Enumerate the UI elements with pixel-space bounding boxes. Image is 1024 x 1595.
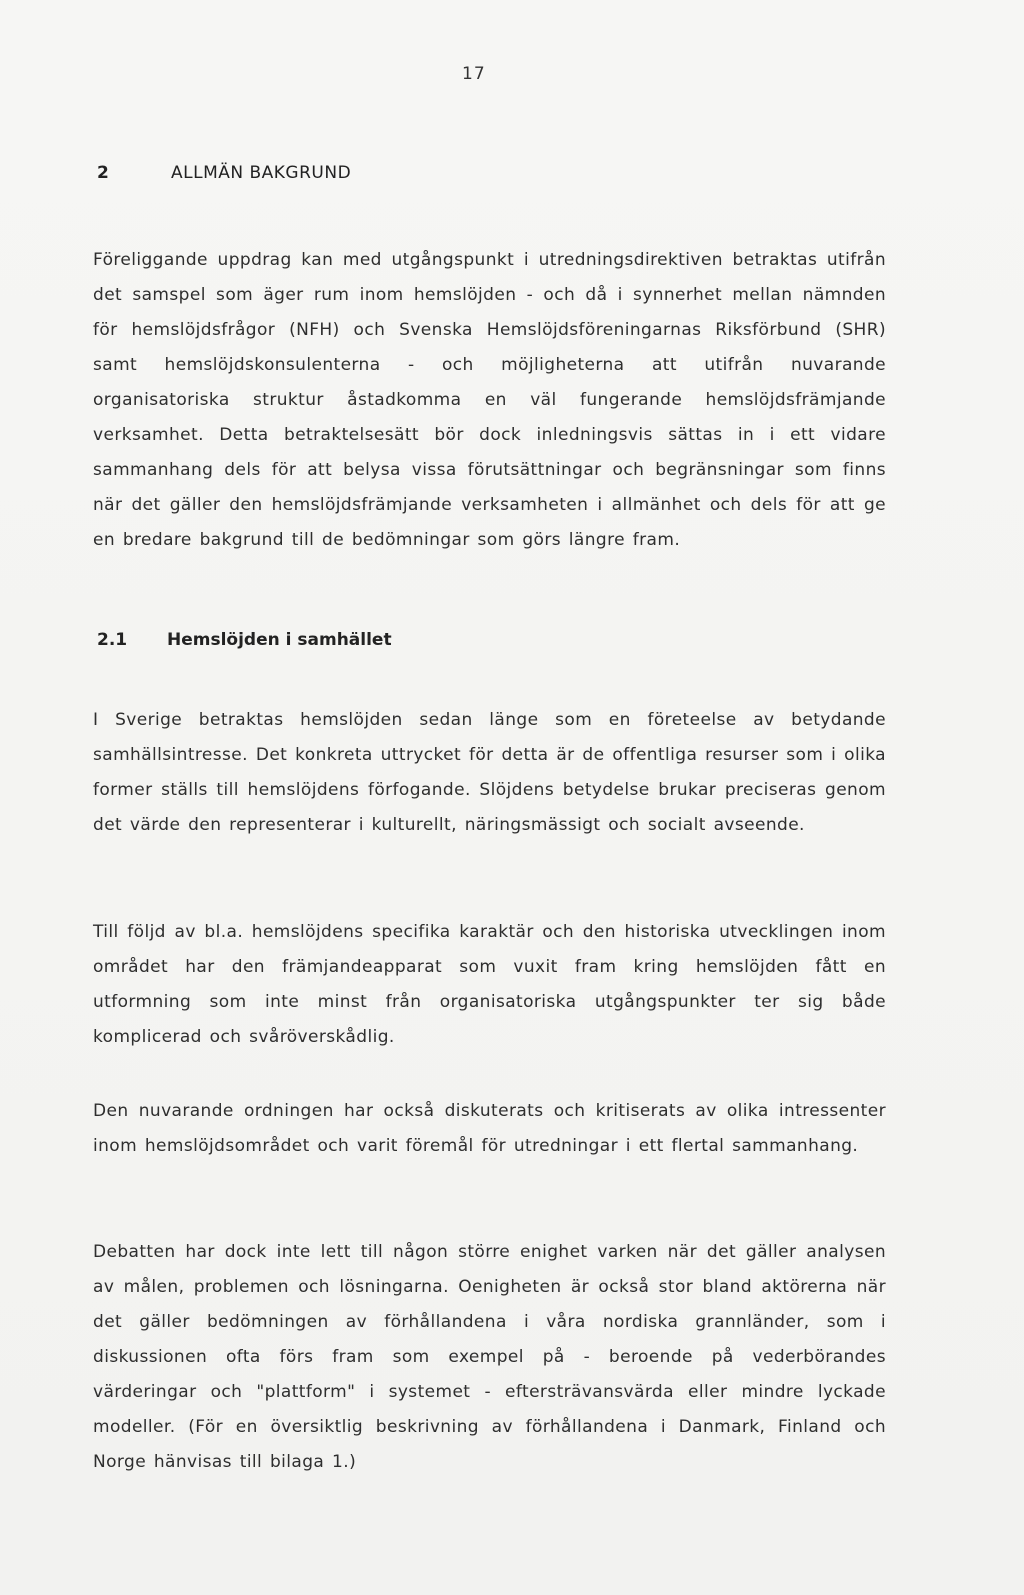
intro-paragraph: Föreliggande uppdrag kan med utgångspunkt i utredningsdirektiven betraktas utifrån det samspel som äger rum inom hemslöjden - och då i synnerhet mellan nämnden för hemslöjdsfrågor (NFH) och Svenska Hemslöjdsföreningarnas Riksförbund (SHR) samt hemslöjdskonsulenterna - och möjligheterna att utifrån nuvarande organisatoriska struktur åstadkomma en väl fungerande hemslöjdsfrämjande verksamhet. Detta betraktelsesätt bör dock inledningsvis sättas in i ett vidare sammanhang dels för att belysa vissa förutsättningar och begränsningar som finns när det gäller den hemslöjdsfrämjande verksamheten i allmänhet och dels för att ge en bredare bakgrund till de bedömningar som görs längre fram. xyxy=(93,250,886,550)
section-title: Hemslöjden i samhället xyxy=(167,630,392,650)
chapter-title: ALLMÄN BAKGRUND xyxy=(171,163,352,183)
body-paragraph-2: Till följd av bl.a. hemslöjdens specifika karaktär och den historiska utvecklingen inom området har den främjandeapparat som vuxit fram kring hemslöjden fått en utformning som inte minst från organisatoriska utgångspunkter ter sig både komplicerad och svåröverskådlig. xyxy=(93,922,886,1047)
section-heading xyxy=(97,630,392,650)
body-paragraph-4: Debatten har dock inte lett till någon större enighet varken när det gäller analysen av målen, problemen och lösningarna. Oenigheten är också stor bland aktörerna när det gäller bedömningen av förhållandena i våra nordiska grannländer, som i diskussionen ofta förs fram som exempel på - beroende på vederbörandes värderingar och "plattform" i systemet - eftersträvansvärda eller mindre lyckade modeller. (För en översiktlig beskrivning av förhållandena i Danmark, Finland och Norge hänvisas till bilaga 1.) xyxy=(93,1242,886,1472)
chapter-number: 2 xyxy=(97,163,109,183)
body-paragraph-3: Den nuvarande ordningen har också diskuterats och kritiserats av olika intressenter inom hemslöjdsområdet och varit föremål för utredningar i ett flertal sammanhang. xyxy=(93,1101,886,1156)
section-number: 2.1 xyxy=(97,630,128,650)
chapter-heading xyxy=(97,163,351,183)
page-number: 17 xyxy=(462,64,486,84)
body-paragraph-1: I Sverige betraktas hemslöjden sedan länge som en företeelse av betydande samhällsintresse. Det konkreta uttrycket för detta är de offentliga resurser som i olika former ställs till hemslöjdens förfogande. Slöjdens betydelse brukar preciseras genom det värde den representerar i kulturellt, näringsmässigt och socialt avseende. xyxy=(93,710,886,835)
